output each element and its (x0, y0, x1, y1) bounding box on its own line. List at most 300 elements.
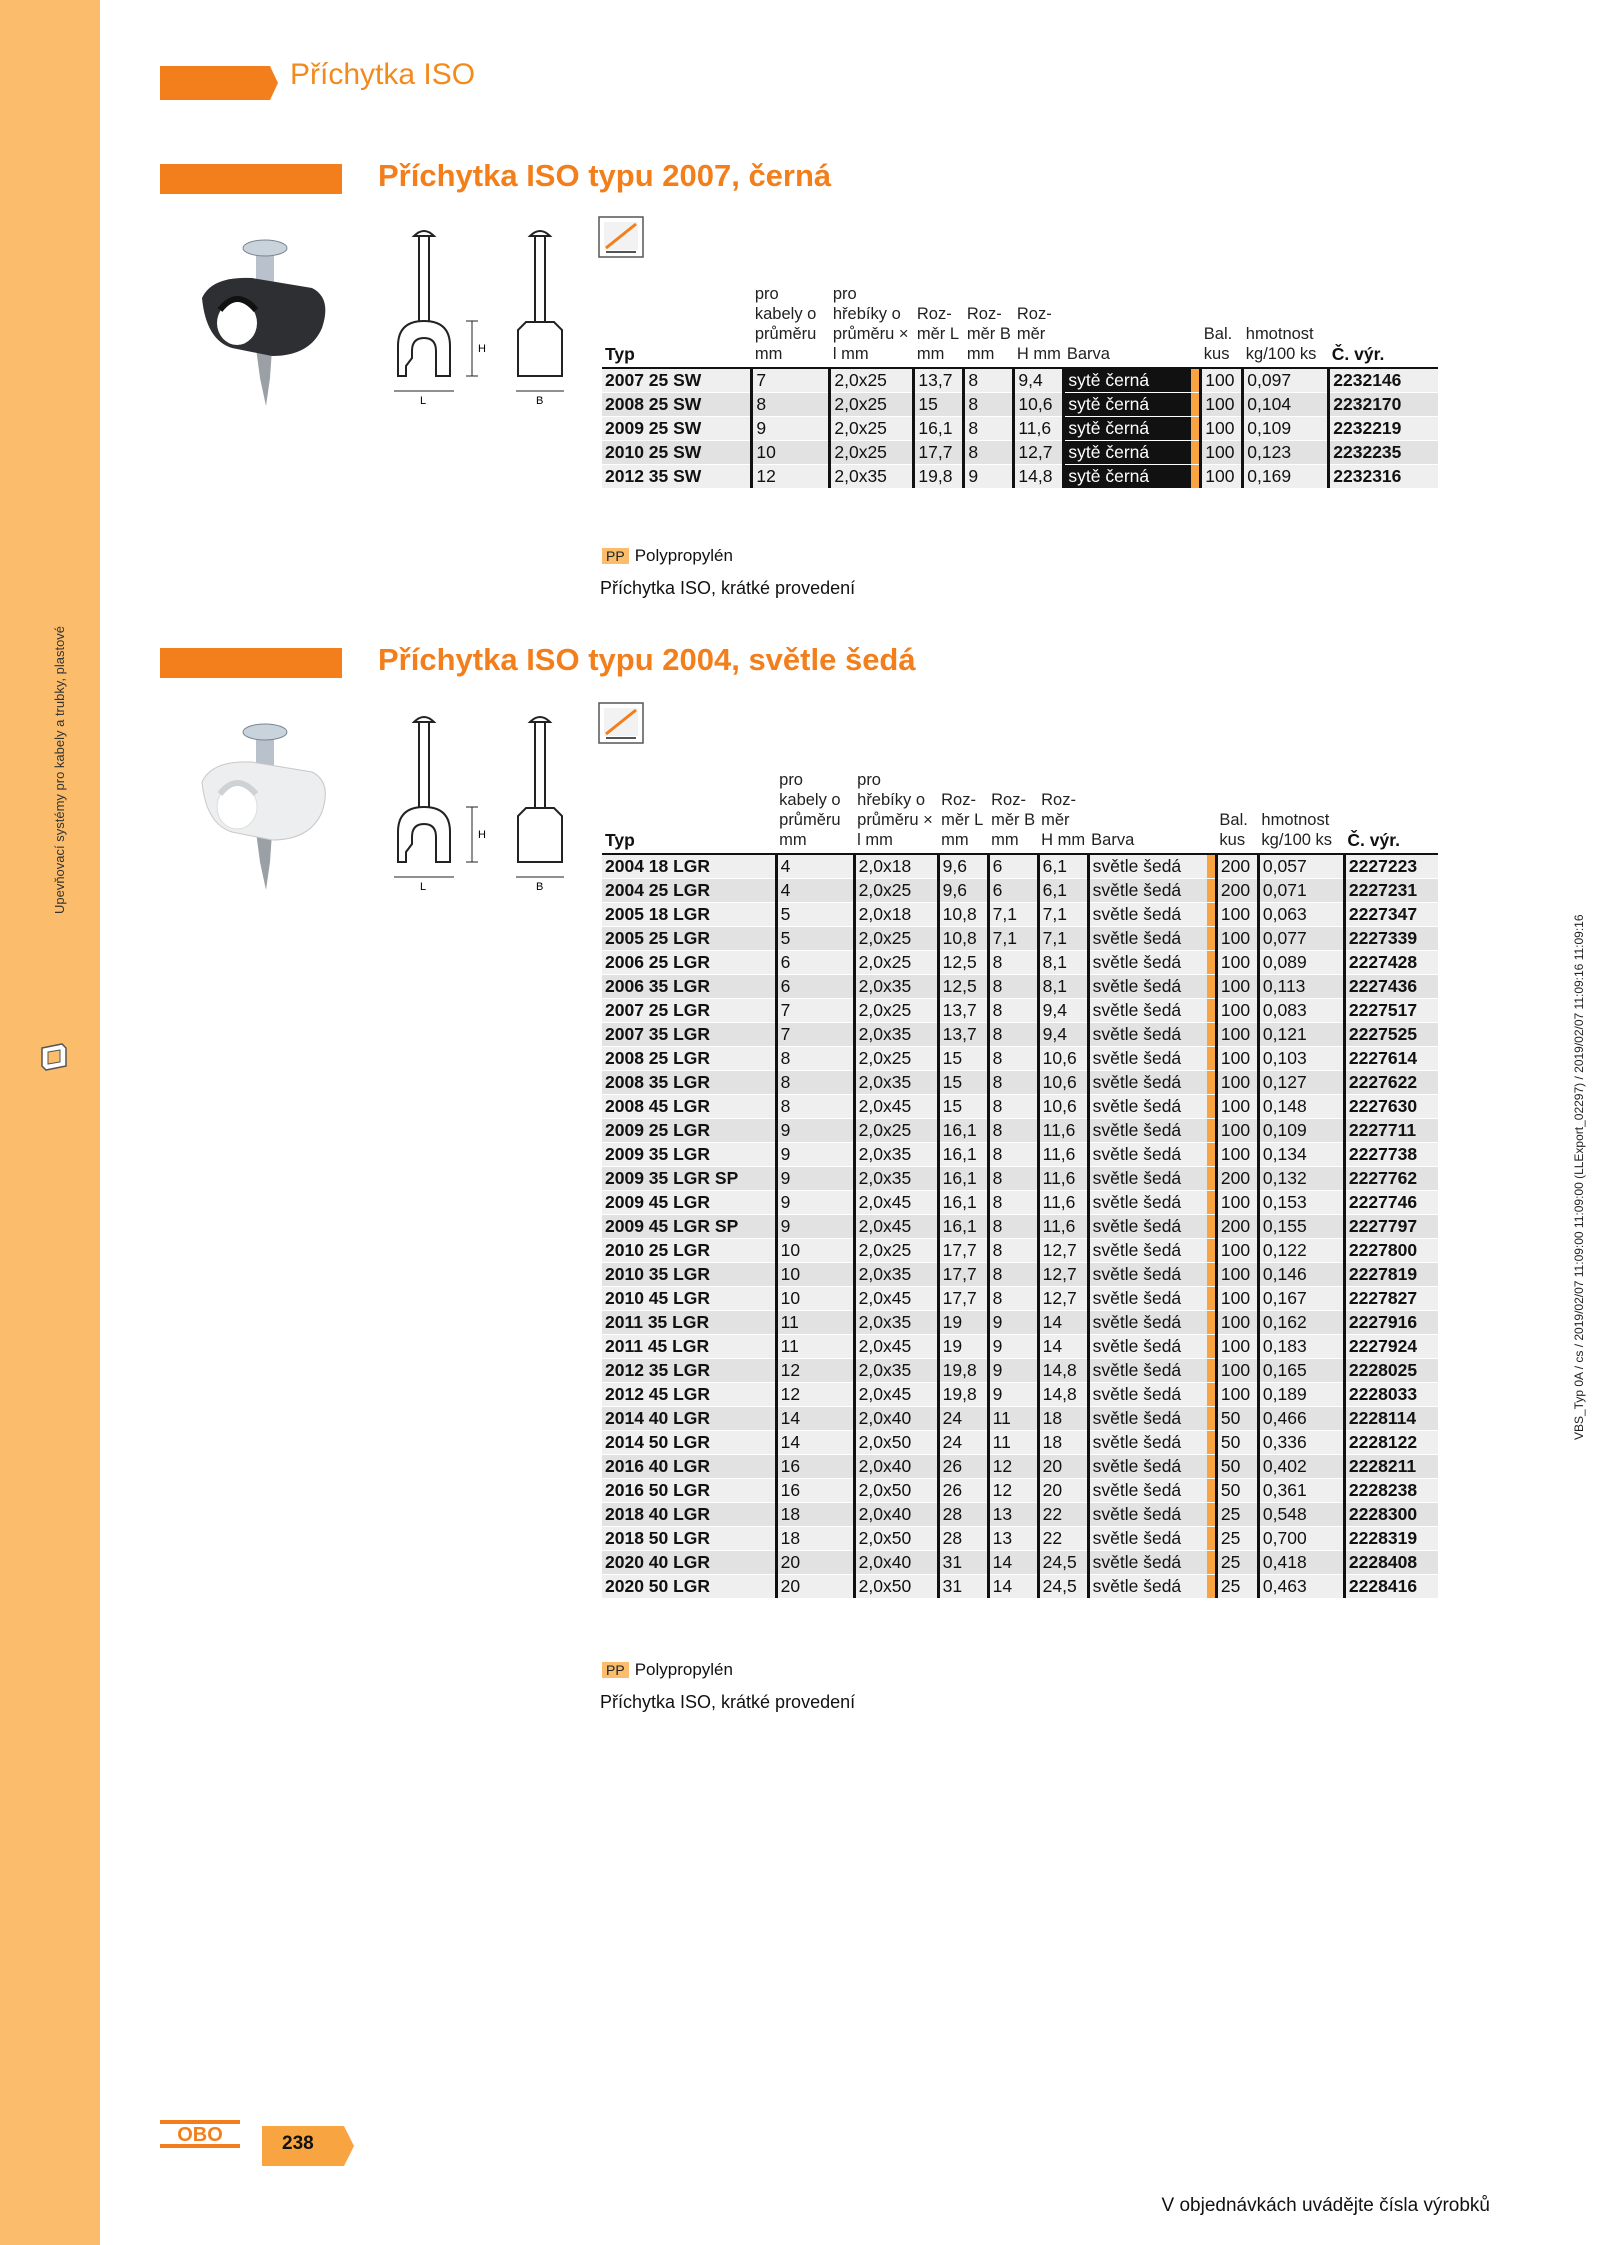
table-cell: 14,8 (1038, 1383, 1088, 1407)
table-cell: 200 (1216, 1167, 1258, 1191)
col-cvyr: Č. výr. (1329, 284, 1438, 368)
table-row (602, 1191, 1438, 1215)
table-cell: světle šedá (1088, 951, 1207, 975)
table-cell: 7 (752, 368, 830, 393)
table-cell: 2,0x25 (830, 393, 914, 417)
section-note: Příchytka ISO, krátké provedení (600, 578, 856, 598)
material-name: Polypropylén (634, 1660, 733, 1679)
orange-marker (1207, 1023, 1217, 1047)
orange-marker (1207, 975, 1217, 999)
table-cell: světle šedá (1088, 1263, 1207, 1287)
table-cell: světle šedá (1088, 1383, 1207, 1407)
table-cell: 2009 35 LGR (602, 1143, 776, 1167)
col-h: Roz-měr H mm (1038, 770, 1088, 854)
table-cell: 2020 50 LGR (602, 1575, 776, 1599)
col-nail: pro hřebíky o průměru × l mm (830, 284, 914, 368)
table-cell: sytě černá (1064, 393, 1191, 417)
table-row (602, 1215, 1438, 1239)
table-cell: 19,8 (938, 1383, 988, 1407)
table-cell: 2008 25 SW (602, 393, 752, 417)
orange-marker (1207, 1383, 1217, 1407)
table-cell: 0,148 (1258, 1095, 1344, 1119)
table-cell: 8 (988, 999, 1038, 1023)
table-cell: 16 (776, 1479, 854, 1503)
table-cell: 8 (988, 1239, 1038, 1263)
table-cell: 2228025 (1344, 1359, 1438, 1383)
table-cell: světle šedá (1088, 1023, 1207, 1047)
material-badge: PP (602, 548, 629, 564)
table-row (602, 1023, 1438, 1047)
orange-marker (1207, 1191, 1217, 1215)
table-cell: 2010 45 LGR (602, 1287, 776, 1311)
table-cell: 2,0x50 (854, 1479, 938, 1503)
table-cell: 9,4 (1014, 368, 1064, 393)
table-cell: 2,0x35 (830, 465, 914, 489)
table-cell: 9 (988, 1311, 1038, 1335)
col-nail: pro hřebíky o průměru × l mm (854, 770, 938, 854)
table-cell: 9 (776, 1167, 854, 1191)
table-row (602, 879, 1438, 903)
table-cell: 17,7 (938, 1263, 988, 1287)
table-cell: 2,0x25 (854, 999, 938, 1023)
table-cell: 100 (1216, 975, 1258, 999)
label-h: H (478, 343, 486, 355)
orange-marker (1191, 417, 1201, 441)
table-cell: 2227525 (1344, 1023, 1438, 1047)
table-cell: 14 (988, 1551, 1038, 1575)
table-cell: 31 (938, 1575, 988, 1599)
table-cell: 100 (1216, 1119, 1258, 1143)
table-cell: světle šedá (1088, 854, 1207, 879)
export-info: VBS_Typ 0A / cs / 2019/02/07 11:09:00 11:09:00 (LLExport_02297) / 2019/02/07 11:09:16 11:09:16 (1572, 914, 1586, 1440)
orange-marker (1207, 999, 1217, 1023)
table-cell: 2227711 (1344, 1119, 1438, 1143)
table-cell: světle šedá (1088, 1335, 1207, 1359)
sidebar-vertical-text: Upevňovací systémy pro kabely a trubky, plastové (52, 625, 67, 915)
table-cell: 10,6 (1038, 1071, 1088, 1095)
table-cell: 100 (1201, 368, 1243, 393)
table-cell: 10,8 (938, 903, 988, 927)
table-cell: 10,6 (1038, 1047, 1088, 1071)
halogen-free-icon (598, 216, 644, 258)
table-cell: 19,8 (914, 465, 964, 489)
black-clip-photo (192, 228, 342, 408)
col-typ: Typ (602, 284, 752, 368)
table-cell: 20 (1038, 1455, 1088, 1479)
product-table-grey (602, 770, 1438, 1598)
table-cell: světle šedá (1088, 1431, 1207, 1455)
table-cell: 25 (1216, 1551, 1258, 1575)
table-cell: světle šedá (1088, 999, 1207, 1023)
table-cell: 100 (1216, 1311, 1258, 1335)
table-cell: 2005 25 LGR (602, 927, 776, 951)
table-cell: 2,0x25 (854, 879, 938, 903)
table-cell: 2,0x40 (854, 1551, 938, 1575)
table-cell: 2004 18 LGR (602, 854, 776, 879)
table-cell: 2227738 (1344, 1143, 1438, 1167)
table-cell: 15 (914, 393, 964, 417)
table-cell: 10 (776, 1239, 854, 1263)
table-cell: 2018 50 LGR (602, 1527, 776, 1551)
table-cell: 12 (988, 1455, 1038, 1479)
table-cell: 2009 35 LGR SP (602, 1167, 776, 1191)
table-cell: 100 (1216, 1383, 1258, 1407)
table-row (602, 1407, 1438, 1431)
table-cell: 14,8 (1038, 1359, 1088, 1383)
col-cable: pro kabely o průměru mm (776, 770, 854, 854)
orange-marker (1207, 1359, 1217, 1383)
table-cell: 8 (988, 1047, 1038, 1071)
table-cell: 2014 40 LGR (602, 1407, 776, 1431)
table-cell: 2,0x45 (854, 1191, 938, 1215)
table-cell: 2,0x25 (854, 1047, 938, 1071)
table-cell: 12,7 (1014, 441, 1064, 465)
table-cell: 25 (1216, 1527, 1258, 1551)
table-cell: 12,5 (938, 975, 988, 999)
table-cell: 2228416 (1344, 1575, 1438, 1599)
table-cell: 2228408 (1344, 1551, 1438, 1575)
table-cell: 9,4 (1038, 999, 1088, 1023)
table-cell: 0,165 (1258, 1359, 1344, 1383)
table-cell: 2012 35 SW (602, 465, 752, 489)
table-cell: 2008 35 LGR (602, 1071, 776, 1095)
halogen-free-icon (598, 702, 644, 744)
table-cell: 8 (776, 1095, 854, 1119)
table-cell: světle šedá (1088, 975, 1207, 999)
table-cell: 7 (776, 1023, 854, 1047)
table-cell: 2007 25 SW (602, 368, 752, 393)
table-cell: světle šedá (1088, 1119, 1207, 1143)
table-cell: 2008 45 LGR (602, 1095, 776, 1119)
table-cell: 2,0x25 (854, 1119, 938, 1143)
table-cell: 24 (938, 1431, 988, 1455)
table-cell: 13 (988, 1527, 1038, 1551)
table-cell: 2227916 (1344, 1311, 1438, 1335)
orange-marker (1207, 1503, 1217, 1527)
table-cell: 2,0x40 (854, 1455, 938, 1479)
orange-marker (1207, 1551, 1217, 1575)
orange-marker (1207, 1335, 1217, 1359)
table-cell: 2227223 (1344, 854, 1438, 879)
orange-marker (1207, 1455, 1217, 1479)
table-cell: 0,097 (1243, 368, 1329, 393)
section-bar (160, 648, 342, 678)
header-flag (160, 66, 278, 100)
table-cell: 2018 40 LGR (602, 1503, 776, 1527)
section-title: Příchytka ISO typu 2004, světle šedá (378, 642, 916, 677)
table-row (602, 1527, 1438, 1551)
table-cell: 12 (776, 1383, 854, 1407)
table-cell: 12,7 (1038, 1263, 1088, 1287)
table-cell: 2016 40 LGR (602, 1455, 776, 1479)
table-row (602, 1263, 1438, 1287)
orange-marker (1207, 1119, 1217, 1143)
table-cell: 0,071 (1258, 879, 1344, 903)
table-cell: 9,4 (1038, 1023, 1088, 1047)
table-cell: 2228319 (1344, 1527, 1438, 1551)
table-cell: 2232219 (1329, 417, 1438, 441)
col-weight: hmotnost kg/100 ks (1243, 284, 1329, 368)
table-cell: 0,077 (1258, 927, 1344, 951)
table-row (602, 441, 1438, 465)
table-cell: 11,6 (1038, 1215, 1088, 1239)
table-cell: 0,122 (1258, 1239, 1344, 1263)
table-cell: 11 (988, 1407, 1038, 1431)
table-cell: 100 (1216, 1023, 1258, 1047)
orange-marker (1207, 1311, 1217, 1335)
table-cell: 19 (938, 1311, 988, 1335)
table-cell: 8 (988, 1023, 1038, 1047)
table-cell: 18 (1038, 1431, 1088, 1455)
table-cell: 8,1 (1038, 975, 1088, 999)
table-cell: 10 (776, 1287, 854, 1311)
table-cell: světle šedá (1088, 1527, 1207, 1551)
table-cell: světle šedá (1088, 1503, 1207, 1527)
table-cell: 8,1 (1038, 951, 1088, 975)
table-cell: 8 (988, 1095, 1038, 1119)
table-cell: 7,1 (988, 903, 1038, 927)
table-cell: 26 (938, 1455, 988, 1479)
table-cell: 6 (776, 975, 854, 999)
table-cell: 100 (1216, 1263, 1258, 1287)
table-cell: 2228238 (1344, 1479, 1438, 1503)
table-cell: 7,1 (1038, 927, 1088, 951)
table-cell: 18 (776, 1503, 854, 1527)
table-cell: 100 (1216, 1071, 1258, 1095)
table-cell: světle šedá (1088, 1287, 1207, 1311)
orange-marker (1207, 1215, 1217, 1239)
orange-marker (1207, 879, 1217, 903)
col-barva: Barva (1088, 770, 1207, 854)
table-cell: 6 (776, 951, 854, 975)
table-cell: 2005 18 LGR (602, 903, 776, 927)
obo-logo (160, 2120, 240, 2148)
table-cell: 6,1 (1038, 879, 1088, 903)
table-row (602, 1167, 1438, 1191)
table-cell: 8 (964, 393, 1014, 417)
table-cell: 0,123 (1243, 441, 1329, 465)
table-cell: 18 (776, 1527, 854, 1551)
table-cell: 0,113 (1258, 975, 1344, 999)
table-cell: 2009 45 LGR (602, 1191, 776, 1215)
table-cell: 2009 25 SW (602, 417, 752, 441)
table-cell: 2227347 (1344, 903, 1438, 927)
table-cell: 8 (988, 975, 1038, 999)
orange-marker (1207, 1047, 1217, 1071)
table-cell: 8 (988, 1191, 1038, 1215)
orange-marker (1207, 1071, 1217, 1095)
table-cell: 9 (776, 1191, 854, 1215)
table-row (602, 999, 1438, 1023)
table-cell: 25 (1216, 1503, 1258, 1527)
table-cell: 100 (1216, 1287, 1258, 1311)
table-cell: 0,183 (1258, 1335, 1344, 1359)
table-cell: světle šedá (1088, 1455, 1207, 1479)
table-cell: 2016 50 LGR (602, 1479, 776, 1503)
table-cell: 9 (776, 1119, 854, 1143)
table-cell: 2009 45 LGR SP (602, 1215, 776, 1239)
table-cell: 16,1 (938, 1119, 988, 1143)
table-cell: 2,0x25 (854, 1239, 938, 1263)
table-cell: 2,0x50 (854, 1575, 938, 1599)
table-cell: 2,0x35 (854, 1143, 938, 1167)
table-cell: 2,0x35 (854, 1023, 938, 1047)
orange-marker (1191, 441, 1201, 465)
orange-marker (1191, 368, 1201, 393)
table-cell: 2227819 (1344, 1263, 1438, 1287)
table-cell: 2009 25 LGR (602, 1119, 776, 1143)
table-cell: 2006 25 LGR (602, 951, 776, 975)
table-cell: světle šedá (1088, 1143, 1207, 1167)
orange-marker (1191, 465, 1201, 489)
table-cell: 2007 35 LGR (602, 1023, 776, 1047)
table-cell: 100 (1216, 1095, 1258, 1119)
table-cell: 100 (1216, 999, 1258, 1023)
table-row (602, 417, 1438, 441)
label-b: B (536, 881, 544, 892)
table-cell: 50 (1216, 1479, 1258, 1503)
col-l: Roz-měr L mm (914, 284, 964, 368)
grey-clip-photo (192, 712, 342, 892)
table-cell: 11,6 (1014, 417, 1064, 441)
table-cell: 13 (988, 1503, 1038, 1527)
table-cell: 5 (776, 927, 854, 951)
table-row (602, 975, 1438, 999)
table-cell: 7 (776, 999, 854, 1023)
table-cell: 9 (988, 1335, 1038, 1359)
table-cell: 17,7 (938, 1239, 988, 1263)
table-cell: 0,169 (1243, 465, 1329, 489)
table-cell: 11 (776, 1311, 854, 1335)
table-cell: světle šedá (1088, 1479, 1207, 1503)
table-cell: 2012 35 LGR (602, 1359, 776, 1383)
table-cell: 8 (752, 393, 830, 417)
table-cell: 2227517 (1344, 999, 1438, 1023)
col-weight: hmotnost kg/100 ks (1258, 770, 1344, 854)
table-cell: 12,7 (1038, 1287, 1088, 1311)
orange-marker (1207, 1167, 1217, 1191)
col-h: Roz-měr H mm (1014, 284, 1064, 368)
table-cell: 0,402 (1258, 1455, 1344, 1479)
table-row (602, 1335, 1438, 1359)
table-cell: 2,0x35 (854, 1359, 938, 1383)
table-cell: 2,0x35 (854, 1311, 938, 1335)
table-row (602, 465, 1438, 489)
section-title: Příchytka ISO typu 2007, černá (378, 158, 832, 193)
orange-marker (1207, 854, 1217, 879)
table-cell: 8 (988, 1263, 1038, 1287)
table-cell: 15 (938, 1071, 988, 1095)
col-l: Roz-měr L mm (938, 770, 988, 854)
table-cell: 0,127 (1258, 1071, 1344, 1095)
table-row (602, 1047, 1438, 1071)
table-cell: světle šedá (1088, 1407, 1207, 1431)
orange-marker (1207, 1239, 1217, 1263)
table-cell: 2,0x18 (854, 903, 938, 927)
table-cell: 2232316 (1329, 465, 1438, 489)
table-cell: 2,0x25 (854, 951, 938, 975)
table-cell: 13,7 (914, 368, 964, 393)
table-cell: 100 (1216, 903, 1258, 927)
table-cell: sytě černá (1064, 368, 1191, 393)
col-bal: Bal. kus (1216, 770, 1258, 854)
table-cell: 0,132 (1258, 1167, 1344, 1191)
table-cell: 28 (938, 1527, 988, 1551)
table-row (602, 1479, 1438, 1503)
table-cell: 200 (1216, 854, 1258, 879)
table-cell: 2232146 (1329, 368, 1438, 393)
table-cell: 0,700 (1258, 1527, 1344, 1551)
table-cell: 2227614 (1344, 1047, 1438, 1071)
col-cable: pro kabely o průměru mm (752, 284, 830, 368)
table-cell: 4 (776, 854, 854, 879)
col-b: Roz-měr B mm (964, 284, 1014, 368)
table-cell: 11 (988, 1431, 1038, 1455)
table-cell: 0,103 (1258, 1047, 1344, 1071)
table-cell: 2228300 (1344, 1503, 1438, 1527)
table-cell: 2228033 (1344, 1383, 1438, 1407)
table-cell: 14,8 (1014, 465, 1064, 489)
table-cell: 8 (988, 951, 1038, 975)
table-cell: sytě černá (1064, 441, 1191, 465)
table-cell: 0,057 (1258, 854, 1344, 879)
col-cvyr: Č. výr. (1344, 770, 1438, 854)
orange-marker (1191, 393, 1201, 417)
table-row (602, 1575, 1438, 1599)
table-cell: 10,6 (1014, 393, 1064, 417)
table-cell: 11 (776, 1335, 854, 1359)
table-cell: 100 (1216, 951, 1258, 975)
table-cell: 6,1 (1038, 854, 1088, 879)
table-cell: 2227827 (1344, 1287, 1438, 1311)
table-cell: 8 (988, 1287, 1038, 1311)
table-cell: 0,153 (1258, 1191, 1344, 1215)
table-cell: 2227924 (1344, 1335, 1438, 1359)
table-cell: 9 (964, 465, 1014, 489)
table-cell: 12,5 (938, 951, 988, 975)
table-cell: 14 (1038, 1311, 1088, 1335)
table-cell: 2010 25 SW (602, 441, 752, 465)
table-cell: 0,146 (1258, 1263, 1344, 1287)
table-cell: 16,1 (914, 417, 964, 441)
table-row (602, 854, 1438, 879)
table-cell: světle šedá (1088, 1095, 1207, 1119)
table-cell: 20 (1038, 1479, 1088, 1503)
table-cell: 8 (964, 417, 1014, 441)
table-cell: 2,0x25 (830, 368, 914, 393)
table-cell: 24 (938, 1407, 988, 1431)
table-cell: světle šedá (1088, 1311, 1207, 1335)
table-cell: světle šedá (1088, 1239, 1207, 1263)
table-cell: 14 (1038, 1335, 1088, 1359)
table-cell: 13,7 (938, 1023, 988, 1047)
orange-marker (1207, 1431, 1217, 1455)
table-cell: 2010 25 LGR (602, 1239, 776, 1263)
table-cell: 0,466 (1258, 1407, 1344, 1431)
table-cell: 200 (1216, 879, 1258, 903)
table-cell: 2,0x35 (854, 1263, 938, 1287)
table-cell: 31 (938, 1551, 988, 1575)
col-bal: Bal. kus (1201, 284, 1243, 368)
material-badge: PP (602, 1662, 629, 1678)
table-cell: 2,0x45 (854, 1095, 938, 1119)
table-cell: 12 (752, 465, 830, 489)
table-cell: 9,6 (938, 854, 988, 879)
table-cell: 12,7 (1038, 1239, 1088, 1263)
table-cell: 50 (1216, 1431, 1258, 1455)
table-cell: 24,5 (1038, 1575, 1088, 1599)
table-row (602, 927, 1438, 951)
